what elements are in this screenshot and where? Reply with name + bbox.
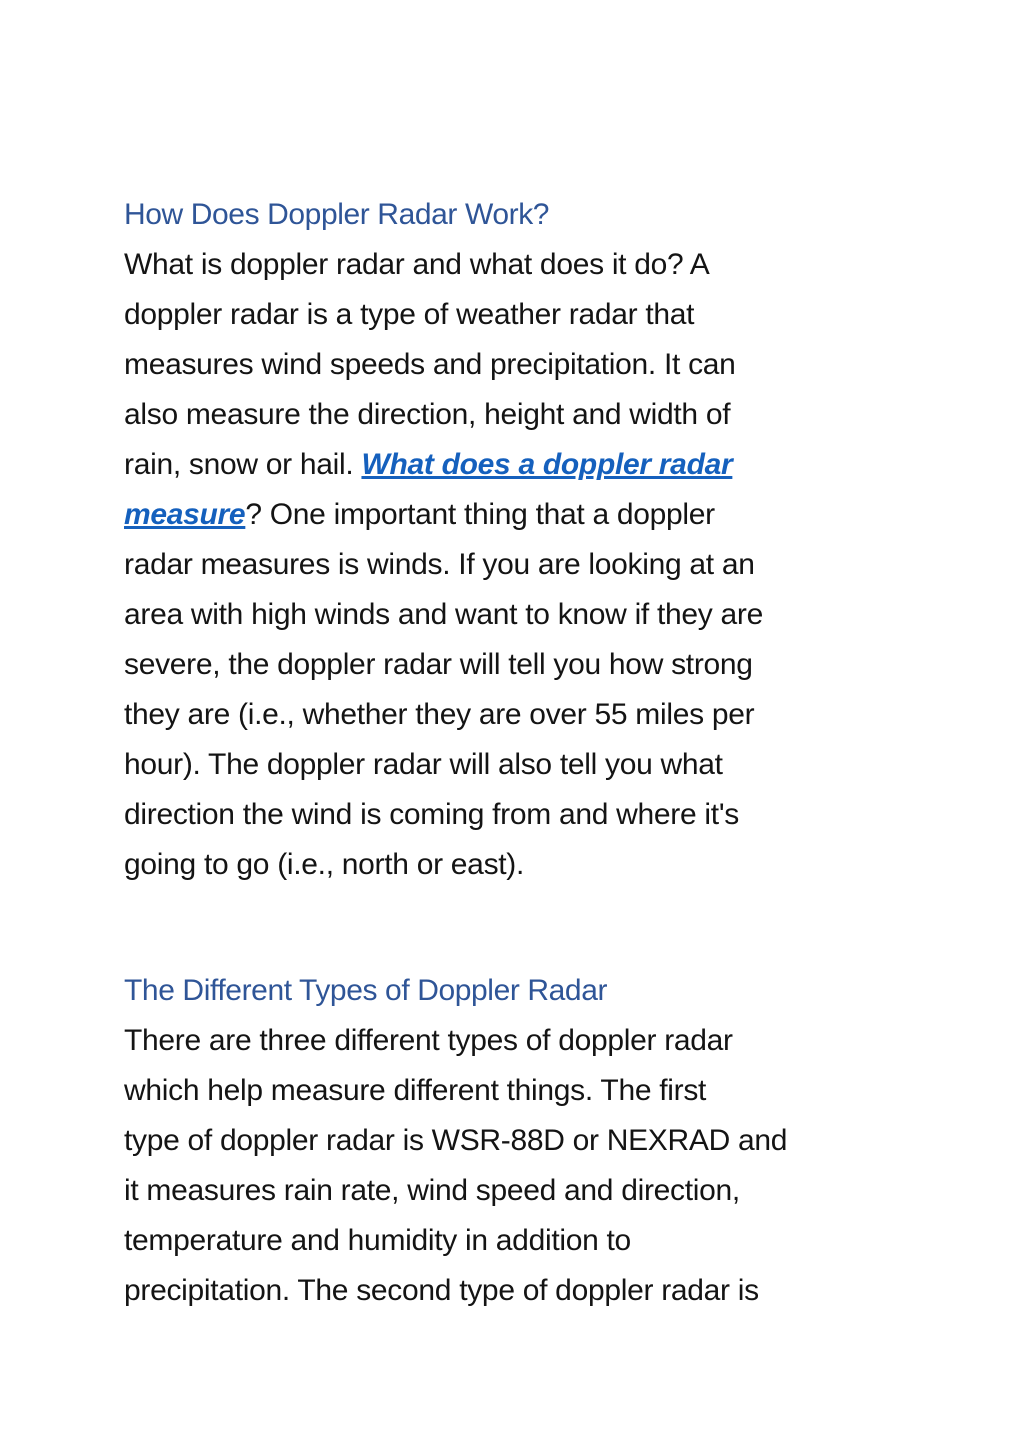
paragraph-line: area with high winds and want to know if they are (124, 598, 764, 631)
paragraph-line: temperature and humidity in addition to (124, 1224, 631, 1257)
paragraph-text: rain, snow or hail. (124, 448, 362, 481)
section-paragraph-doppler-types (124, 1016, 904, 1316)
paragraph-line: also measure the direction, height and width of (124, 398, 731, 431)
paragraph-line: hour). The doppler radar will also tell you what (124, 748, 723, 781)
paragraph-text: ? One important thing that a doppler (245, 498, 715, 531)
paragraph-line (124, 440, 904, 490)
paragraph-line: which help measure different things. The first (124, 1074, 707, 1107)
doppler-measure-link[interactable]: What does a doppler radar (361, 448, 733, 481)
paragraph-line: measures wind speeds and precipitation. It can (124, 348, 736, 381)
doppler-measure-link-continued[interactable]: measure (124, 498, 246, 531)
paragraph-line: radar measures is winds. If you are looking at an (124, 548, 755, 581)
section-paragraph-doppler-work (124, 240, 904, 890)
paragraph-line: direction the wind is coming from and where it's (124, 798, 739, 831)
section-heading-doppler-work: How Does Doppler Radar Work? (124, 198, 550, 231)
paragraph-line: it measures rain rate, wind speed and direction, (124, 1174, 740, 1207)
paragraph-line: doppler radar is a type of weather radar that (124, 298, 695, 331)
section-spacer (124, 890, 904, 966)
document-page (124, 190, 904, 1316)
section-heading-doppler-types: The Different Types of Doppler Radar (124, 974, 608, 1007)
paragraph-line: going to go (i.e., north or east). (124, 848, 525, 881)
paragraph-line: There are three different types of doppler radar (124, 1024, 733, 1057)
paragraph-line: they are (i.e., whether they are over 55 miles per (124, 698, 755, 731)
paragraph-line: severe, the doppler radar will tell you how strong (124, 648, 753, 681)
paragraph-line: precipitation. The second type of doppler radar is (124, 1274, 759, 1307)
paragraph-line (124, 490, 904, 540)
paragraph-line: What is doppler radar and what does it do? A (124, 248, 710, 281)
paragraph-line: type of doppler radar is WSR-88D or NEXRAD and (124, 1124, 788, 1157)
